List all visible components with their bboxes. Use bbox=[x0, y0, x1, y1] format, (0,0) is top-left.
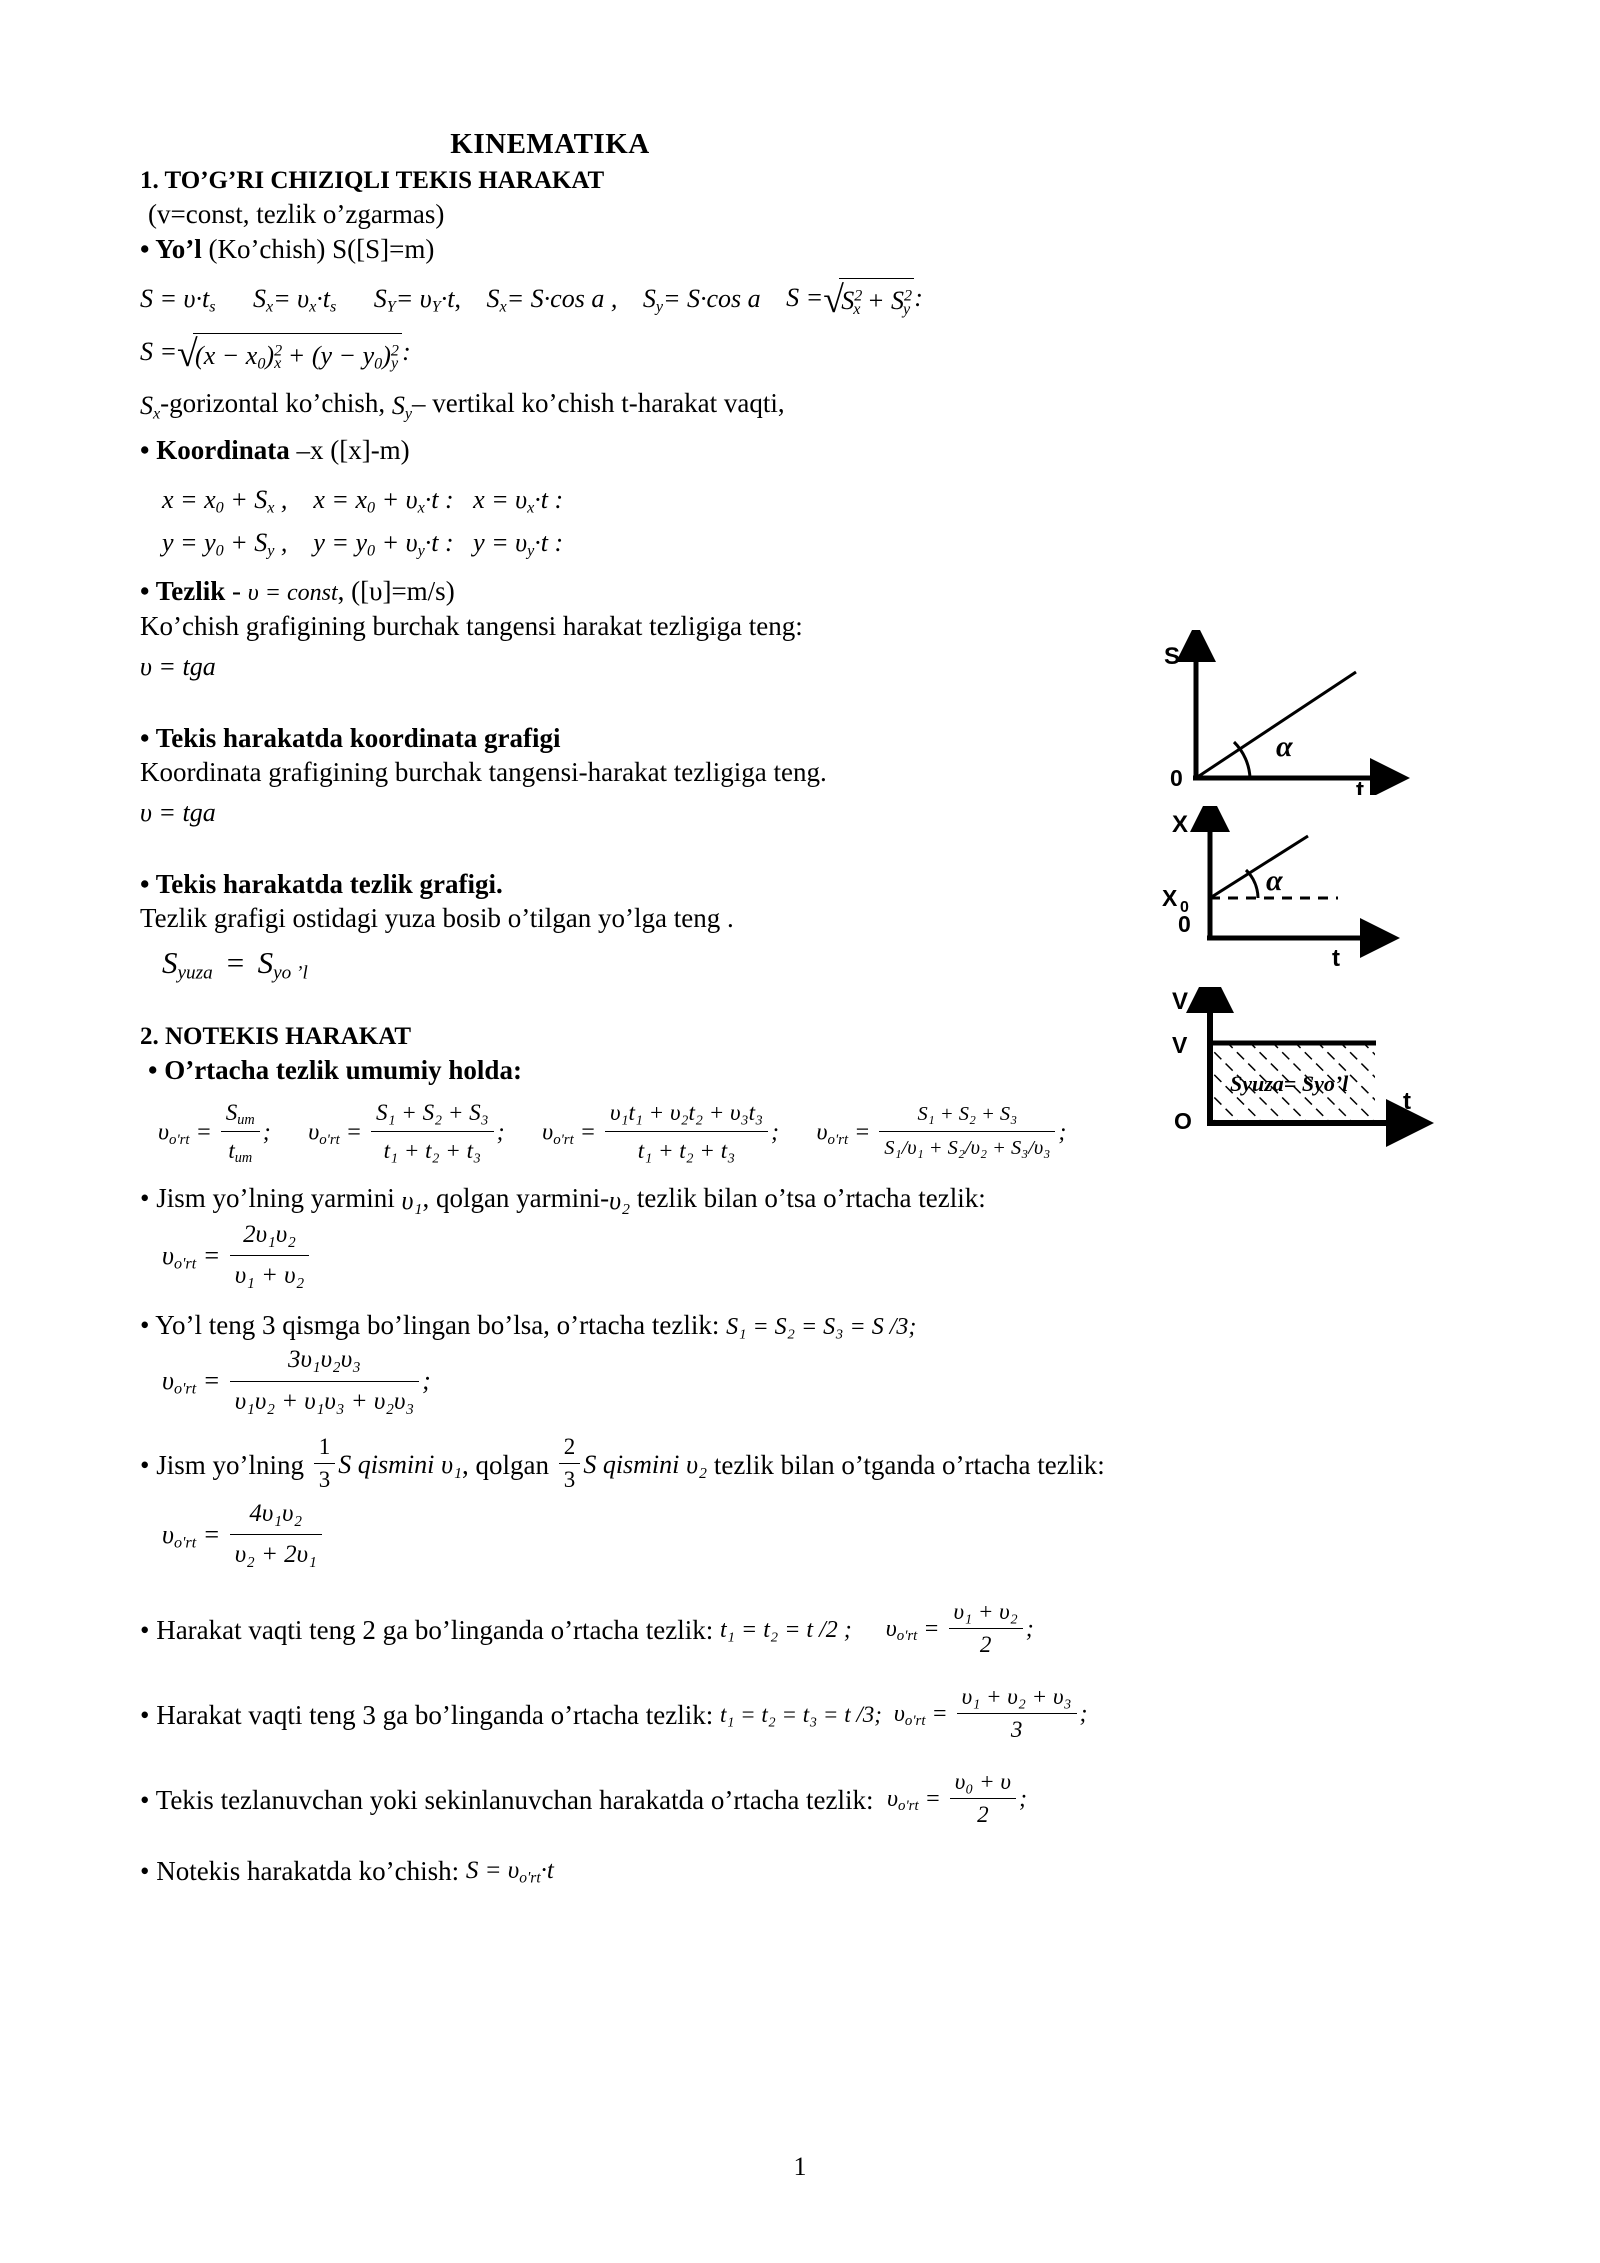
legend-sy-symbol: $S_y$ bbox=[391, 390, 413, 423]
bullet-time-3 bbox=[140, 1684, 1470, 1747]
page-title: KINEMATIKA bbox=[450, 128, 650, 160]
y-axis-label: S bbox=[1164, 643, 1181, 670]
x-axis-label: t bbox=[1332, 945, 1340, 972]
formula-syuza: $S_{yuza} = S_{yo ’l}$ bbox=[162, 945, 308, 984]
bullet-tezlik-grafigi: • Tekis harakatda tezlik grafigi. bbox=[140, 869, 503, 900]
three-parts-formula: $\upsilon_{o'rt}$ = $\frac{\text{3υ₁υ₂υ₃}}{\text{υ₁υ₂ + υ₁υ₃ + υ₂υ₃}}$ ; bbox=[162, 1343, 431, 1423]
koordinata-grafigi-formula: υ = tga bbox=[140, 797, 216, 827]
figure-v-t-graph bbox=[1148, 987, 1458, 1152]
bullet-third-p3: , qolgan bbox=[462, 1449, 550, 1480]
fraction: $\frac{\text{4υ₁υ₂}}{\text{υ₂ + 2υ₁}}$ bbox=[230, 1495, 322, 1575]
fraction: $\frac{\text{υ₁ + υ₂}}{2}$ bbox=[949, 1597, 1023, 1660]
bullet-nonuniform-displacement bbox=[140, 1854, 1470, 1889]
section-1-heading: 1. TO’G’RI CHIZIQLI TEKIS HARAKAT bbox=[140, 167, 605, 194]
bullet-nonuniform-formula: $S = \upsilon_{o'rt}\cdot t$ bbox=[465, 1857, 554, 1887]
tezlik-grafigi-description: Tezlik grafigi ostidagi yuza bosib o’tilgan yo’lga teng . bbox=[140, 903, 734, 934]
legend-sx-sy bbox=[140, 386, 1470, 423]
y-intercept-label: X bbox=[1162, 885, 1178, 911]
bullet-tezlik-dash: - bbox=[231, 575, 241, 606]
formula-sx-scosa: $S_x= S\cdot\cos$ a , bbox=[486, 284, 618, 316]
sqrt-icon: √ $S^2_x + S^2_y$ bbox=[823, 278, 914, 321]
bullet-tezlik-rest: , ([υ]=m/s) bbox=[337, 575, 455, 606]
origin-label: 0 bbox=[1178, 911, 1191, 937]
bullet-yol-bold: • Yo’l bbox=[140, 233, 202, 264]
bullet-ortacha-tezlik: • O’rtacha tezlik umumiy holda: bbox=[148, 1054, 522, 1085]
fraction: $\frac{\text{S₁ + S₂ + S₃}}{\text{t₁ + t₂ + t₃}}$ bbox=[371, 1095, 494, 1169]
fraction: $\frac{S_{um}}{t_{um}}$ bbox=[221, 1095, 260, 1169]
formula-sy-scosa: $S_y= S\cdot\cos$ a bbox=[642, 284, 761, 316]
bullet-yol-rest: (Ko’chish) S([S]=m) bbox=[208, 233, 435, 264]
half-formula: $\upsilon_{o'rt}$ = $\frac{\text{2υ₁υ₂}}{\text{υ₁ + υ₂}}$ bbox=[162, 1218, 312, 1298]
angle-label: α bbox=[1266, 864, 1283, 897]
bullet-yol bbox=[140, 232, 1470, 267]
third-formula-row bbox=[140, 1497, 1470, 1577]
bullet-third-path bbox=[140, 1434, 1470, 1497]
bullet-third-p2: S qismini bbox=[338, 1450, 435, 1480]
fraction: $\frac{\text{υ₁ + υ₂ + υ₃}}{3}$ bbox=[957, 1682, 1077, 1745]
bullet-time-2-text: • Harakat vaqti teng 2 ga bo’linganda o’rtacha tezlik: bbox=[140, 1614, 714, 1645]
origin-label: 0 bbox=[1170, 765, 1183, 791]
bullet-time-3-cond: t₁ = t₂ = t₃ = t /3; bbox=[719, 1702, 882, 1728]
section-1-subtitle: (v=const, tezlik o’zgarmas) bbox=[148, 198, 445, 229]
bullet-half-mid: , qolgan yarmini- bbox=[422, 1183, 610, 1214]
formula-sx-vxts: $S_x= \upsilon_x\cdot t_s$ bbox=[252, 284, 337, 316]
bullet-third-p1: • Jism yo’lning bbox=[140, 1449, 304, 1480]
motion-line bbox=[1210, 836, 1308, 898]
bullet-time-2-formula: $\upsilon_{o'rt}$ = $\frac{\text{υ₁ + υ₂}}{2}$ ; bbox=[886, 1599, 1034, 1662]
bullet-half-v1: υ₁ bbox=[401, 1185, 423, 1215]
formula-comma: , bbox=[454, 284, 461, 314]
formula-sy-vyt: $S_Y= \upsilon_Y\cdot t$ bbox=[373, 284, 455, 316]
bullet-third-v2: υ₂ bbox=[686, 1450, 708, 1480]
bullet-uniform-accel-text: • Tekis tezlanuvchan yoki sekinlanuvchan harakatda o’rtacha tezlik: bbox=[140, 1784, 874, 1815]
figures-column bbox=[1148, 630, 1458, 1158]
avg-formula-3: $\upsilon_{o'rt}$ = $\frac{\text{υ₁t₁ + υ₂t₂ + υ₃t₃}}{\text{t₁ + t₂ + t₃}}$ ; bbox=[542, 1097, 779, 1171]
section-2-heading: 2. NOTEKIS HARAKAT bbox=[140, 1023, 412, 1051]
fraction: $\frac{\text{S₁ + S₂ + S₃}}{\text{S₁/υ₁ + S₂/υ₂ + S₃/υ₃}}$ bbox=[879, 1099, 1055, 1165]
bullet-half-pre: • Jism yo’lning yarmini bbox=[140, 1183, 395, 1214]
bullet-three-parts-math: S₁ = S₂ = S₃ = S /3; bbox=[726, 1314, 917, 1341]
fraction: $\frac{\text{2υ₁υ₂}}{\text{υ₁ + υ₂}}$ bbox=[230, 1216, 310, 1296]
fraction: $\frac{\text{υ₀ + υ}}{2}$ bbox=[950, 1767, 1016, 1830]
s-t-graph-svg bbox=[1148, 630, 1448, 795]
fraction: $\frac{\text{υ₁t₁ + υ₂t₂ + υ₃t₃}}{\text{t₁ + t₂ + t₃}}$ bbox=[605, 1095, 768, 1169]
v-t-graph-svg bbox=[1148, 987, 1448, 1147]
sqrt-icon: √ $(x - x_0)^2_x + (y - y_0)^2_y$ bbox=[177, 333, 402, 376]
fraction-one-third: $\frac{1}{3}$ bbox=[314, 1432, 336, 1495]
bullet-half-v2: υ₂ bbox=[609, 1185, 631, 1215]
bullet-tezlik-bold: • Tezlik bbox=[140, 575, 226, 606]
avg-formula-2: $\upsilon_{o'rt}$ = $\frac{\text{S₁ + S₂ + S₃}}{\text{t₁ + t₂ + t₃}}$ ; bbox=[308, 1097, 504, 1171]
y-intercept-subscript: 0 bbox=[1180, 899, 1189, 916]
page-number: 1 bbox=[793, 2152, 807, 2181]
coord-x-math: $x = x_0 + S_x$ , $x = x_0 + \upsilon_x\cdot t$ : $x = \upsilon_x\cdot t$ : bbox=[162, 485, 564, 517]
three-parts-formula-row bbox=[140, 1343, 1470, 1423]
bullet-nonuniform-colon: : bbox=[451, 1855, 460, 1886]
x-axis-label: t bbox=[1356, 777, 1364, 795]
bullet-uniform-accel bbox=[140, 1769, 1470, 1832]
third-formula: $\upsilon_{o'rt}$ = $\frac{\text{4υ₁υ₂}}{\text{υ₂ + 2υ₁}}$ bbox=[162, 1497, 325, 1577]
formula-coord-x bbox=[140, 478, 1470, 521]
formula-s-pythagoras: S = √ $S^2_x + S^2_y$ : bbox=[786, 278, 923, 321]
formula-row-displacement bbox=[140, 277, 1470, 322]
origin-label: O bbox=[1174, 1108, 1192, 1134]
bullet-time-3-formula: $\upsilon_{o'rt}$ = $\frac{\text{υ₁ + υ₂ + υ₃}}{3}$ ; bbox=[894, 1684, 1088, 1747]
legend-sy-text: – vertikal ko’chish t-harakat vaqti, bbox=[412, 387, 785, 418]
coord-y-math: $y = y_0 + S_y$ , $y = y_0 + \upsilon_y\cdot t$ : $y = \upsilon_y\cdot t$ : bbox=[162, 528, 564, 560]
bullet-tezlik-math: υ = const bbox=[247, 579, 338, 606]
figure-x-t-graph bbox=[1148, 806, 1458, 981]
area-equality-label: Syuza= Syo’l bbox=[1230, 1071, 1349, 1096]
bullet-half-path bbox=[140, 1181, 1470, 1218]
bullet-koordinata-rest: –x ([x]-m) bbox=[296, 434, 410, 465]
bullet-three-parts bbox=[140, 1308, 1470, 1343]
formula-coord-y bbox=[140, 521, 1470, 564]
bullet-three-parts-text: • Yo’l teng 3 qismga bo’lingan bo’lsa, o’rtacha tezlik: bbox=[140, 1310, 720, 1341]
bullet-time-2 bbox=[140, 1599, 1470, 1662]
avg-formula-4: $\upsilon_{o'rt}$ = $\frac{\text{S₁ + S₂ + S₃}}{\text{S₁/υ₁ + S₂/υ₂ + S₃/υ₃}}$ ; bbox=[817, 1101, 1067, 1167]
bullet-koordinata-bold: • Koordinata bbox=[140, 434, 290, 465]
bullet-koordinata-grafigi: • Tekis harakatda koordinata grafigi bbox=[140, 723, 561, 754]
formula-distance: S = √ $(x - x_0)^2_x + (y - y_0)^2_y$ : bbox=[140, 333, 411, 376]
velocity-level-label: V bbox=[1172, 1032, 1188, 1058]
bullet-time-3-text: • Harakat vaqti teng 3 ga bo’linganda o’rtacha tezlik: bbox=[140, 1699, 714, 1730]
bullet-third-p4: S qismini bbox=[583, 1450, 680, 1480]
tezlik-description: Ko’chish grafigining burchak tangensi harakat tezligiga teng: bbox=[140, 610, 803, 641]
bullet-time-2-cond: t₁ = t₂ = t /2 ; bbox=[719, 1616, 852, 1643]
y-axis-label: X bbox=[1172, 811, 1189, 838]
fraction: $\frac{\text{3υ₁υ₂υ₃}}{\text{υ₁υ₂ + υ₁υ₃ + υ₂υ₃}}$ bbox=[230, 1341, 419, 1421]
bullet-koordinata bbox=[140, 433, 1470, 468]
fraction-two-thirds: $\frac{2}{3}$ bbox=[559, 1432, 581, 1495]
half-formula-row bbox=[140, 1218, 1470, 1298]
formula-row-distance bbox=[140, 331, 1470, 376]
bullet-third-v1: υ₁ bbox=[441, 1450, 463, 1480]
bullet-uniform-accel-formula: $\upsilon_{o'rt}$ = $\frac{\text{υ₀ + υ}}{2}$ ; bbox=[887, 1769, 1027, 1832]
legend-sx-text: -gorizontal ko’chish, bbox=[160, 387, 386, 418]
bullet-tezlik bbox=[140, 574, 1470, 609]
figure-s-t-graph bbox=[1148, 630, 1458, 800]
legend-sx-symbol: $S_x$ bbox=[140, 390, 161, 423]
x-t-graph-svg bbox=[1148, 806, 1448, 976]
angle-label: α bbox=[1276, 730, 1293, 763]
x-axis-label: t bbox=[1403, 1088, 1411, 1115]
bullet-half-post: tezlik bilan o’tsa o’rtacha tezlik: bbox=[636, 1183, 986, 1214]
bullet-third-p5: tezlik bilan o’tganda o’rtacha tezlik: bbox=[713, 1449, 1105, 1480]
koordinata-grafigi-description: Koordinata grafigining burchak tangensi-harakat tezligiga teng. bbox=[140, 757, 827, 788]
avg-formula-1: $\upsilon_{o'rt}$ = $\frac{S_{um}}{t_{um}}$ ; bbox=[158, 1097, 271, 1171]
y-axis-label: V bbox=[1172, 988, 1189, 1015]
bullet-nonuniform-text: • Notekis harakatda ko’chish bbox=[140, 1855, 452, 1886]
tezlik-formula: υ = tga bbox=[140, 651, 216, 681]
formula-s-vt: $S = \upsilon\cdot t_s$ bbox=[140, 284, 216, 316]
